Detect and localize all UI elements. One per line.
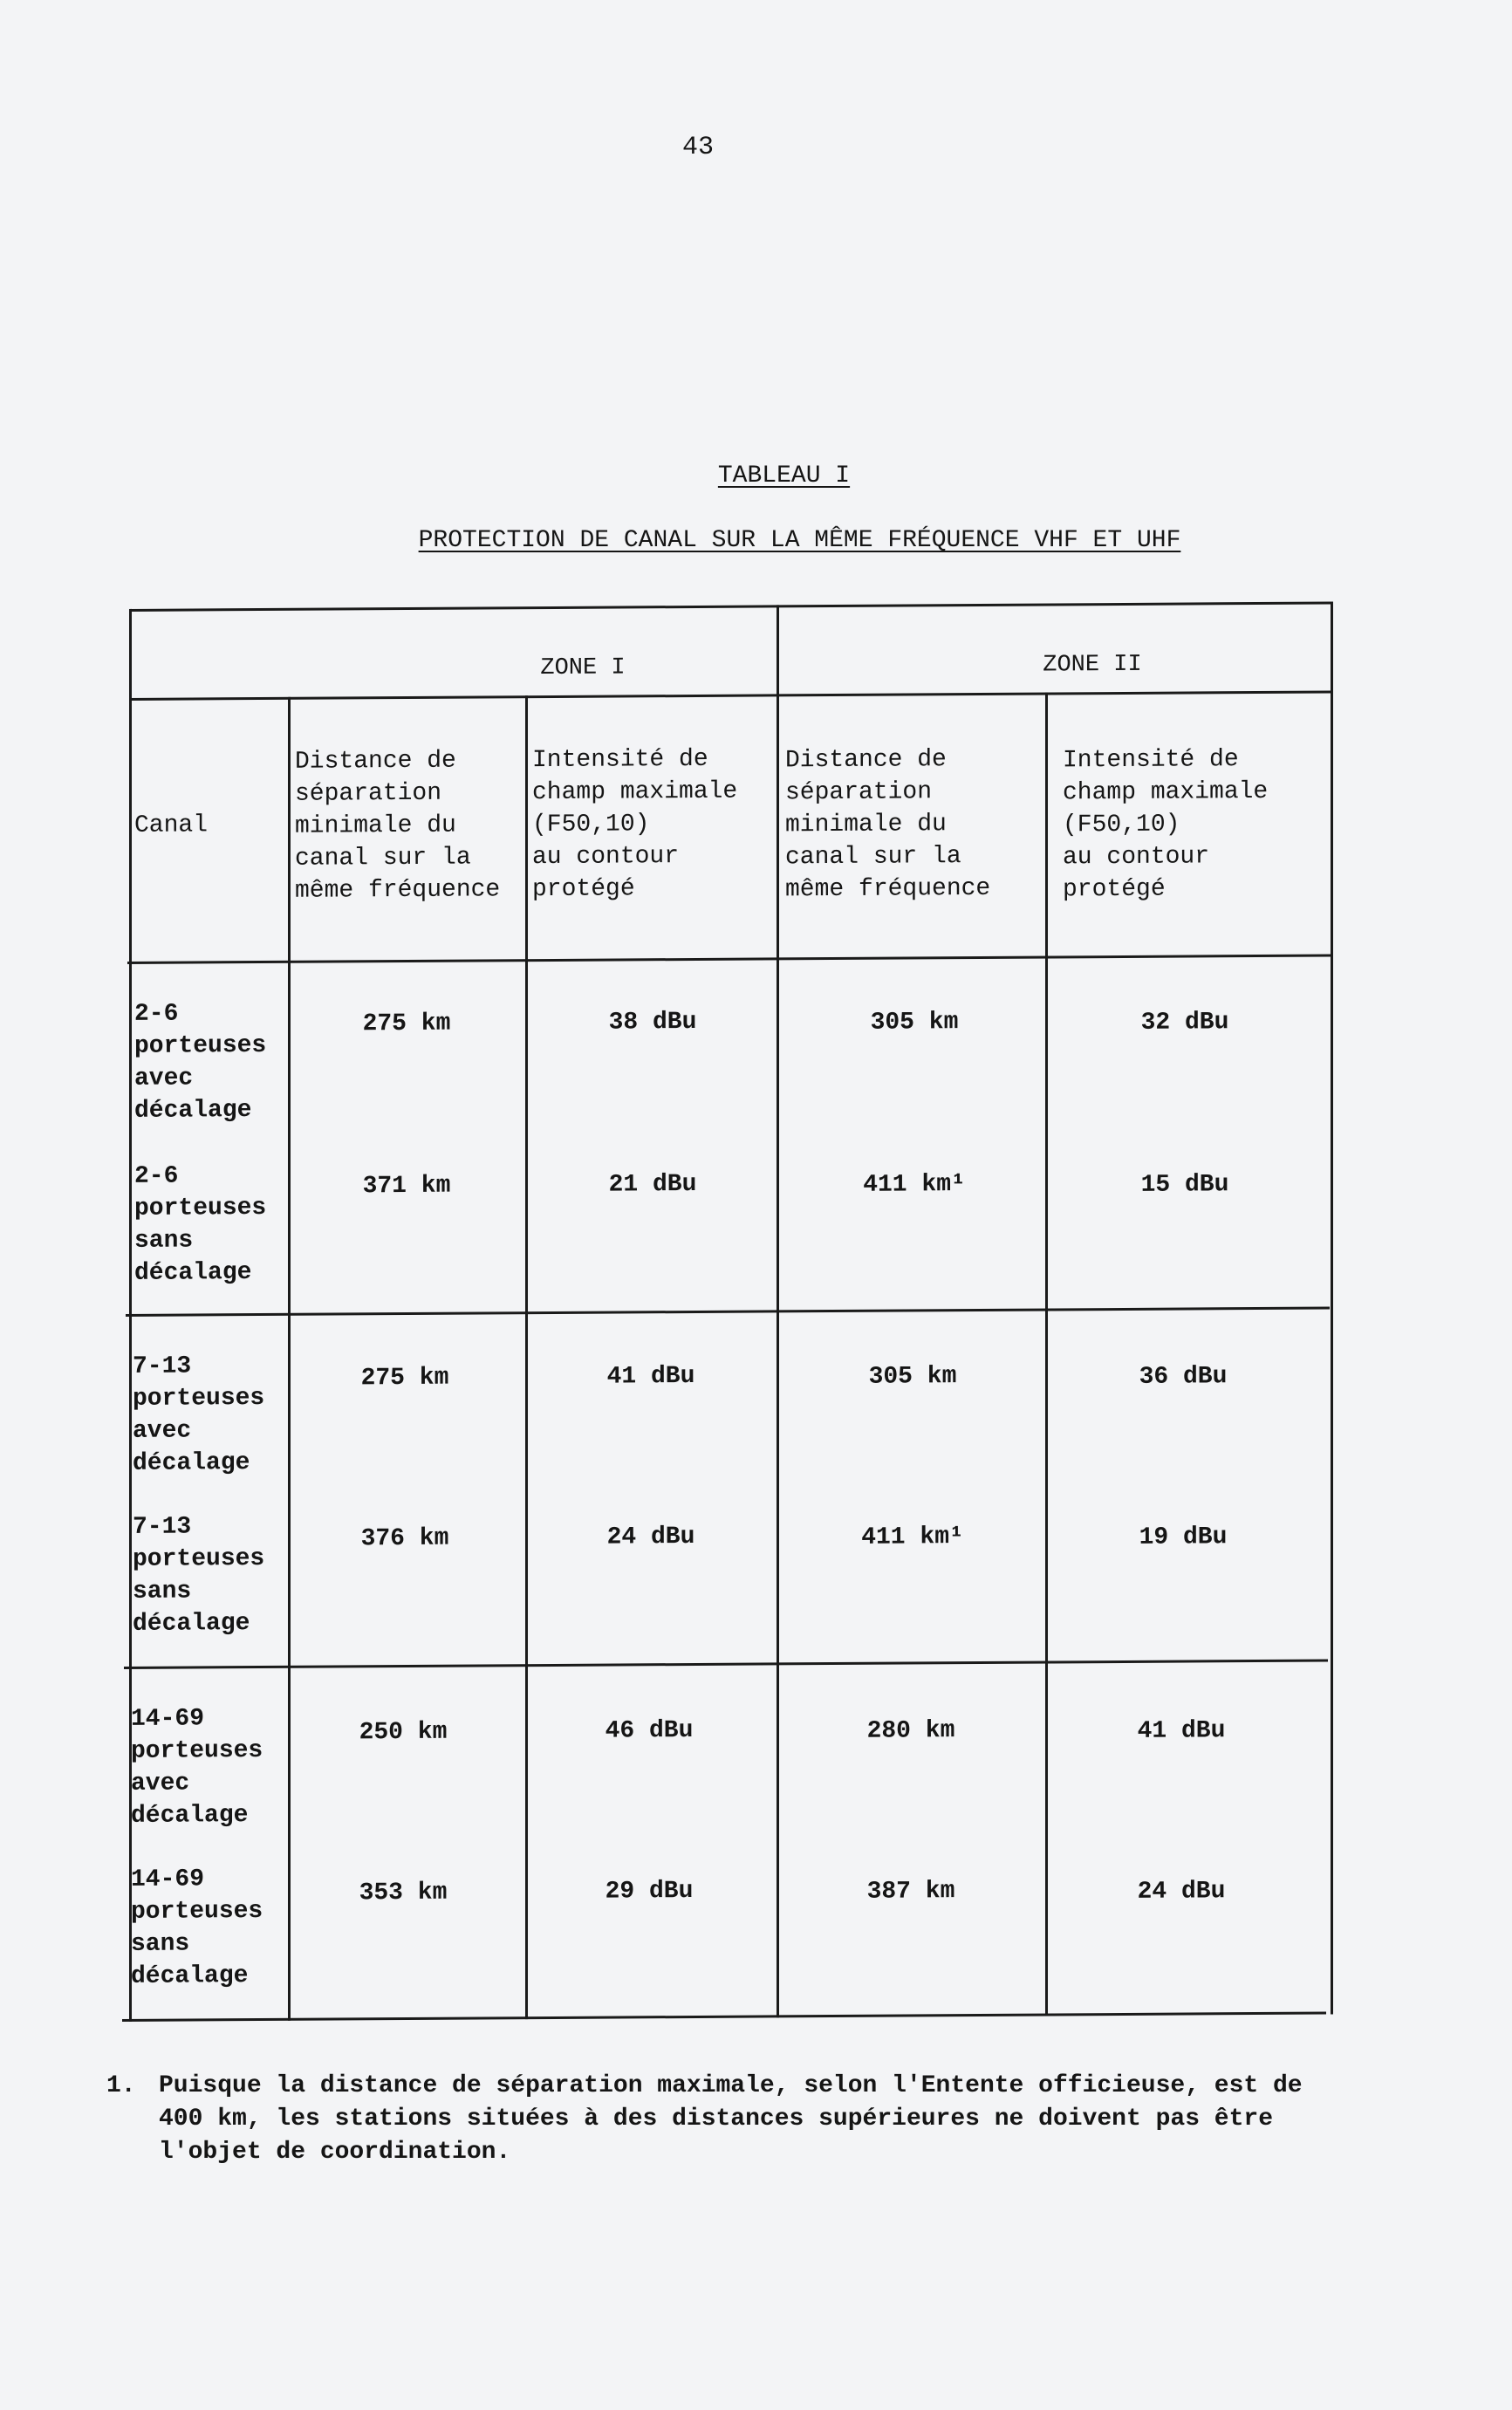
row-zone2-intensity: 41 dBu <box>1137 1717 1226 1745</box>
zone-divider-line <box>129 691 1333 701</box>
group-divider-line <box>124 1660 1328 1669</box>
row-zone2-distance: 305 km <box>868 1363 957 1391</box>
row-canal: 2-6 porteuses avec décalage <box>134 1000 267 1125</box>
row-zone1-distance: 250 km <box>359 1718 448 1747</box>
row-canal: 7-13 porteuses sans décalage <box>133 1513 265 1638</box>
row-zone2-intensity: 36 dBu <box>1139 1363 1228 1391</box>
group-divider-line <box>126 1307 1330 1317</box>
zone-2-label: ZONE II <box>1043 651 1142 679</box>
table-subtitle: PROTECTION DE CANAL SUR LA MÊME FRÉQUENCE VHF ET UHF <box>418 527 1181 554</box>
row-canal: 2-6 porteuses sans décalage <box>134 1162 267 1287</box>
row-zone2-intensity: 24 dBu <box>1137 1878 1226 1906</box>
row-zone1-intensity: 41 dBu <box>606 1362 695 1391</box>
column-line <box>525 695 528 2019</box>
row-zone1-intensity: 24 dBu <box>606 1523 695 1551</box>
table-label: TABLEAU I <box>717 462 851 490</box>
header-zone2-distance: Distance de séparation minimale du canal sur la même fréquence <box>785 746 991 904</box>
header-canal: Canal <box>134 811 209 839</box>
row-zone2-distance: 411 km¹ <box>863 1171 966 1199</box>
zone-1-label: ZONE I <box>540 654 626 682</box>
footnote-text: Puisque la distance de séparation maximale, selon l'Entente officieuse, est de 400 km, les stations situées à des distances supérieures ne doivent pas être l'objet de coordination. <box>159 2072 1303 2166</box>
header-divider-line <box>127 955 1333 964</box>
footnote-number: 1. <box>106 2072 136 2099</box>
row-zone1-distance: 275 km <box>362 1010 451 1038</box>
column-line <box>1045 693 1048 2016</box>
row-zone1-intensity: 29 dBu <box>605 1877 694 1906</box>
header-zone2-intensity: Intensité de champ maximale (F50,10) au contour protégé <box>1063 746 1269 904</box>
row-zone2-distance: 411 km¹ <box>861 1523 964 1551</box>
row-zone2-intensity: 32 dBu <box>1140 1009 1229 1037</box>
header-zone1-intensity: Intensité de champ maximale (F50,10) au contour protégé <box>532 745 738 904</box>
table-border-right <box>1331 602 1333 2015</box>
row-zone2-distance: 387 km <box>866 1878 955 1906</box>
row-canal: 14-69 porteuses avec décalage <box>131 1705 263 1830</box>
table-border-top <box>129 602 1333 612</box>
row-zone1-distance: 371 km <box>362 1172 451 1201</box>
row-zone2-distance: 305 km <box>870 1009 959 1037</box>
column-line <box>288 697 291 2021</box>
row-zone1-distance: 275 km <box>360 1364 449 1393</box>
table-border-bottom <box>122 2012 1326 2022</box>
row-zone1-intensity: 46 dBu <box>605 1716 694 1745</box>
row-zone2-distance: 280 km <box>866 1717 955 1745</box>
row-zone1-intensity: 38 dBu <box>608 1008 697 1037</box>
header-zone1-distance: Distance de séparation minimale du canal sur la même fréquence <box>295 747 501 905</box>
row-zone1-distance: 353 km <box>359 1879 448 1907</box>
row-canal: 14-69 porteuses sans décalage <box>131 1866 263 1990</box>
zone-separator-line <box>777 605 779 2017</box>
row-zone2-intensity: 19 dBu <box>1139 1523 1228 1551</box>
protection-table <box>120 601 1335 2023</box>
row-canal: 7-13 porteuses avec décalage <box>133 1352 265 1477</box>
row-zone2-intensity: 15 dBu <box>1140 1171 1229 1199</box>
row-zone1-distance: 376 km <box>360 1524 449 1553</box>
row-zone1-intensity: 21 dBu <box>608 1170 697 1199</box>
page-number: 43 <box>681 133 714 162</box>
